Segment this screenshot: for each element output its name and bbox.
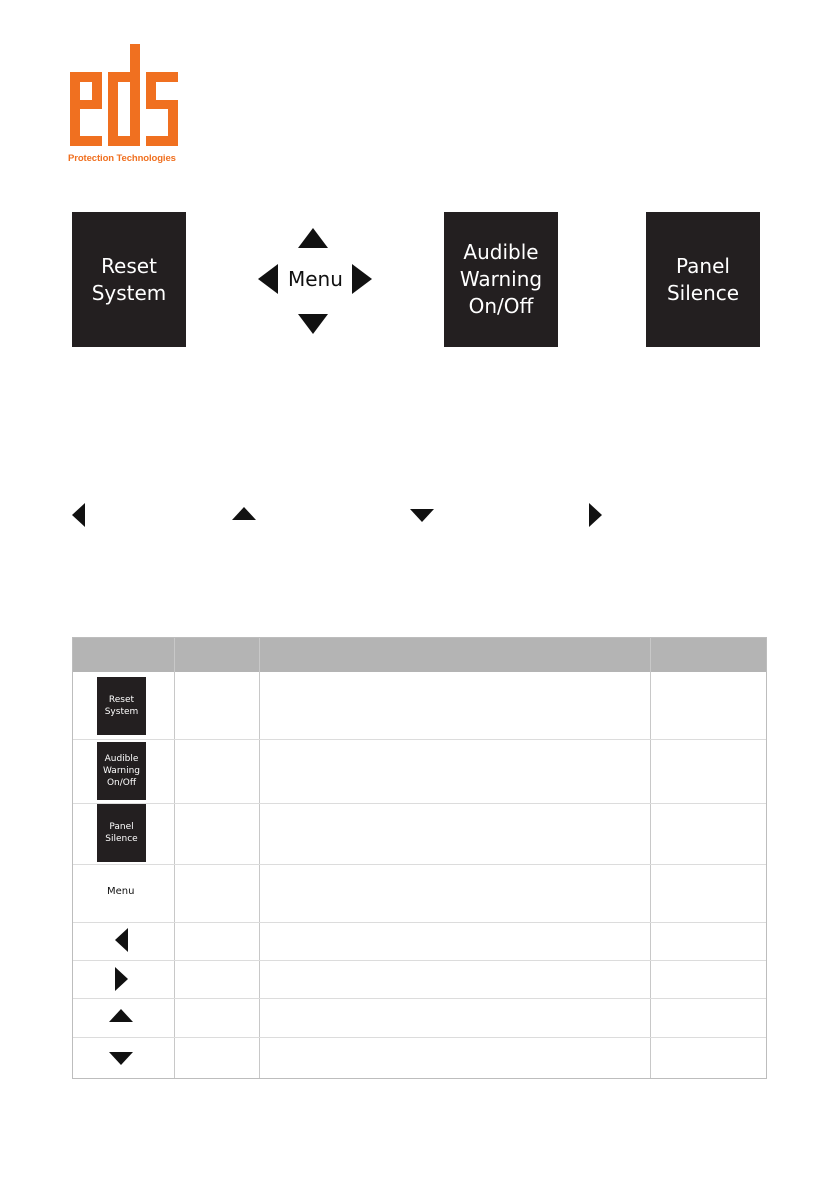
- key-function-table: [72, 637, 767, 1079]
- row-divider: [73, 803, 766, 804]
- right-arrow-icon[interactable]: [352, 264, 372, 294]
- menu-button[interactable]: Menu: [288, 267, 343, 291]
- column-divider: [259, 638, 260, 1078]
- table-header: [73, 638, 766, 672]
- row-divider: [73, 922, 766, 923]
- row-divider: [73, 998, 766, 999]
- right-arrow-icon: [115, 967, 128, 991]
- left-arrow-icon[interactable]: [258, 264, 278, 294]
- up-arrow-icon[interactable]: [298, 228, 328, 248]
- logo-tagline: Protection Technologies: [68, 153, 176, 164]
- left-arrow-icon: [72, 503, 85, 527]
- audible-warning-button[interactable]: Audible Warning On/Off: [444, 212, 558, 347]
- table-row-panel-silence-key: Panel Silence: [97, 804, 146, 862]
- row-divider: [73, 864, 766, 865]
- row-divider: [73, 1037, 766, 1038]
- down-arrow-icon: [410, 509, 434, 522]
- reset-system-button[interactable]: Reset System: [72, 212, 186, 347]
- row-divider: [73, 960, 766, 961]
- up-arrow-icon: [109, 1009, 133, 1022]
- right-arrow-icon: [589, 503, 602, 527]
- table-row-audible-warning-key: Audible Warning On/Off: [97, 742, 146, 800]
- up-arrow-icon: [232, 507, 256, 520]
- down-arrow-icon[interactable]: [298, 314, 328, 334]
- down-arrow-icon: [109, 1052, 133, 1065]
- left-arrow-icon: [115, 928, 128, 952]
- eds-logo-mark: [68, 42, 180, 148]
- eds-logo: [68, 42, 180, 168]
- column-divider: [174, 638, 175, 1078]
- column-divider: [650, 638, 651, 1078]
- table-row-reset-system-key: Reset System: [97, 677, 146, 735]
- row-divider: [73, 739, 766, 740]
- panel-silence-button[interactable]: Panel Silence: [646, 212, 760, 347]
- table-row-menu-label: Menu: [107, 886, 135, 897]
